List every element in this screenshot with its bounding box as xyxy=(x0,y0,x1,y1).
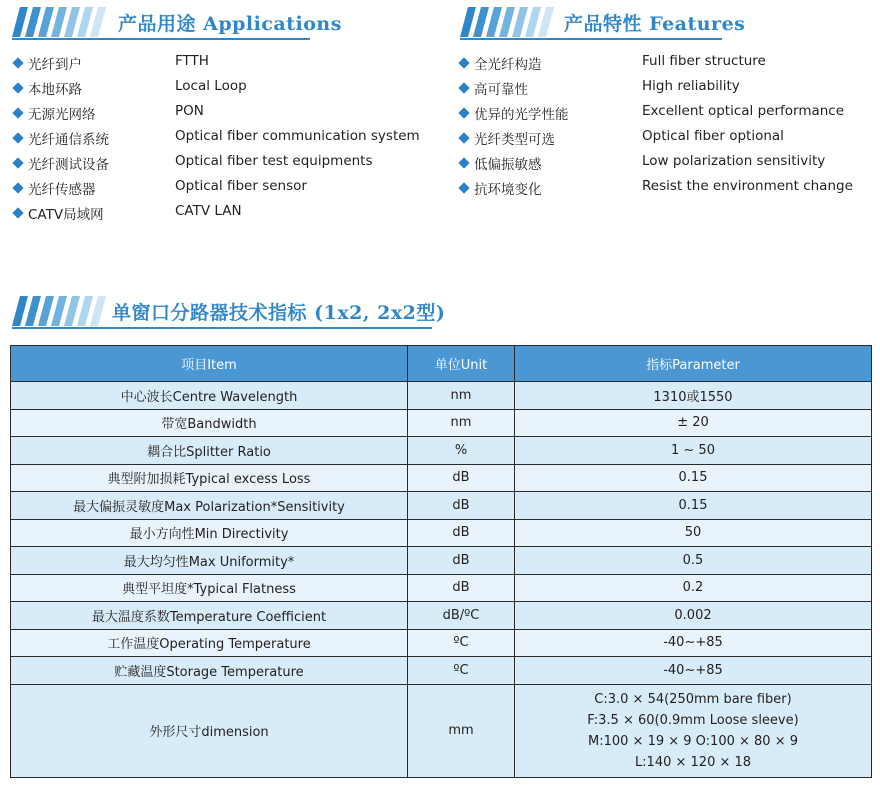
item-cn-label: 光纤传感器 xyxy=(28,182,96,198)
cell-item: 耦合比Splitter Ratio xyxy=(11,437,408,465)
spec-underline xyxy=(12,327,432,329)
cell-unit: % xyxy=(408,437,515,465)
table-row xyxy=(11,629,872,657)
table-row xyxy=(11,574,872,602)
table-row xyxy=(11,657,872,685)
header-unit: 单位Unit xyxy=(408,346,515,382)
applications-header xyxy=(12,7,342,41)
header-item: 项目Item xyxy=(11,346,408,382)
cell-item: 带宽Bandwidth xyxy=(11,409,408,437)
list-item xyxy=(458,103,868,128)
diamond-bullet-icon xyxy=(458,182,469,193)
dimension-line: C:3.0 × 54(250mm bare fiber) xyxy=(594,691,792,707)
applications-title: 产品用途 Applications xyxy=(118,13,342,35)
stripes-decoration xyxy=(460,7,560,37)
diamond-bullet-icon xyxy=(12,132,23,143)
item-cn-label: 光纤到户 xyxy=(28,57,82,73)
cell-value: 50 xyxy=(515,519,872,547)
cell-item: 最大温度系数Temperature Coefficient xyxy=(11,602,408,630)
list-item xyxy=(12,203,432,228)
item-en-label: High reliability xyxy=(642,78,740,94)
item-cn-label: 抗环境变化 xyxy=(474,182,542,198)
cell-item: 典型附加损耗Typical excess Loss xyxy=(11,464,408,492)
list-item xyxy=(12,103,432,128)
features-header xyxy=(460,7,746,41)
table-row xyxy=(11,547,872,575)
cell-item: 外形尺寸dimension xyxy=(11,684,408,777)
item-cn-label: 无源光网络 xyxy=(28,107,96,123)
cell-value: 0.002 xyxy=(515,602,872,630)
list-item xyxy=(458,153,868,178)
list-item xyxy=(12,153,432,178)
cell-value: ± 20 xyxy=(515,409,872,437)
item-en-label: FTTH xyxy=(175,53,209,69)
cell-unit: dB xyxy=(408,547,515,575)
cell-unit: dB xyxy=(408,574,515,602)
item-en-label: Optical fiber sensor xyxy=(175,178,307,194)
cell-value: -40~+85 xyxy=(515,629,872,657)
item-en-label: Local Loop xyxy=(175,78,247,94)
list-item xyxy=(12,128,432,153)
item-en-label: Low polarization sensitivity xyxy=(642,153,826,169)
table-row xyxy=(11,602,872,630)
spec-title: 单窗口分路器技术指标 (1x2, 2x2型) xyxy=(112,302,446,324)
features-underline xyxy=(460,38,722,40)
cell-item: 中心波长Centre Wavelength xyxy=(11,382,408,410)
list-item xyxy=(458,53,868,78)
item-cn-label: 光纤测试设备 xyxy=(28,157,109,173)
list-item xyxy=(12,53,432,78)
item-cn-label: 优异的光学性能 xyxy=(474,107,569,123)
stripes-decoration xyxy=(12,7,112,37)
cell-value: 0.5 xyxy=(515,547,872,575)
cell-unit: dB xyxy=(408,519,515,547)
diamond-bullet-icon xyxy=(12,57,23,68)
cell-item: 贮藏温度Storage Temperature xyxy=(11,657,408,685)
spec-header xyxy=(12,296,446,330)
table-row-dimension xyxy=(11,684,872,777)
diamond-bullet-icon xyxy=(458,82,469,93)
list-item xyxy=(12,178,432,203)
item-en-label: Full fiber structure xyxy=(642,53,766,69)
cell-unit: nm xyxy=(408,409,515,437)
diamond-bullet-icon xyxy=(458,57,469,68)
list-item xyxy=(458,78,868,103)
item-en-label: Optical fiber communication system xyxy=(175,128,420,144)
item-cn-label: 本地环路 xyxy=(28,82,82,98)
item-cn-label: 全光纤构造 xyxy=(474,57,542,73)
table-row xyxy=(11,519,872,547)
item-cn-label: CATV局域网 xyxy=(28,207,104,223)
diamond-bullet-icon xyxy=(458,157,469,168)
spec-table-body xyxy=(11,382,872,778)
cell-value: 0.15 xyxy=(515,464,872,492)
item-cn-label: 光纤通信系统 xyxy=(28,132,109,148)
stripes-decoration xyxy=(12,296,112,326)
spec-table xyxy=(10,345,872,778)
diamond-bullet-icon xyxy=(12,82,23,93)
applications-list xyxy=(12,53,432,228)
diamond-bullet-icon xyxy=(12,182,23,193)
list-item xyxy=(458,178,868,203)
diamond-bullet-icon xyxy=(458,107,469,118)
item-cn-label: 高可靠性 xyxy=(474,82,528,98)
list-item xyxy=(12,78,432,103)
table-row xyxy=(11,382,872,410)
item-cn-label: 低偏振敏感 xyxy=(474,157,542,173)
diamond-bullet-icon xyxy=(12,107,23,118)
cell-unit: dB xyxy=(408,492,515,520)
table-header-row xyxy=(11,346,872,382)
cell-unit: ºC xyxy=(408,657,515,685)
table-row xyxy=(11,437,872,465)
features-list xyxy=(458,53,868,203)
diamond-bullet-icon xyxy=(12,157,23,168)
cell-unit: nm xyxy=(408,382,515,410)
item-en-label: Excellent optical performance xyxy=(642,103,845,119)
cell-item: 最大偏振灵敏度Max Polarization*Sensitivity xyxy=(11,492,408,520)
dimension-line: F:3.5 × 60(0.9mm Loose sleeve) xyxy=(587,712,799,728)
table-row xyxy=(11,464,872,492)
cell-unit: ºC xyxy=(408,629,515,657)
dimension-line: M:100 × 19 × 9 O:100 × 80 × 9 xyxy=(588,733,798,749)
applications-underline xyxy=(12,38,310,40)
header-parameter: 指标Parameter xyxy=(515,346,872,382)
dimension-line: L:140 × 120 × 18 xyxy=(634,754,752,770)
cell-unit: dB xyxy=(408,464,515,492)
cell-value: 0.15 xyxy=(515,492,872,520)
diamond-bullet-icon xyxy=(458,132,469,143)
table-row xyxy=(11,409,872,437)
features-title: 产品特性 Features xyxy=(564,13,746,35)
table-row xyxy=(11,492,872,520)
cell-value xyxy=(515,684,872,777)
item-en-label: Optical fiber optional xyxy=(642,128,784,144)
item-en-label: PON xyxy=(175,103,204,119)
cell-item: 最大均匀性Max Uniformity* xyxy=(11,547,408,575)
cell-value: 0.2 xyxy=(515,574,872,602)
cell-item: 工作温度Operating Temperature xyxy=(11,629,408,657)
item-en-label: CATV LAN xyxy=(175,203,242,219)
cell-item: 典型平坦度*Typical Flatness xyxy=(11,574,408,602)
item-en-label: Optical fiber test equipments xyxy=(175,153,373,169)
item-en-label: Resist the environment change xyxy=(642,178,853,194)
cell-unit: mm xyxy=(408,684,515,777)
cell-unit: dB/ºC xyxy=(408,602,515,630)
cell-value: 1310或1550 xyxy=(515,382,872,410)
cell-value: -40~+85 xyxy=(515,657,872,685)
diamond-bullet-icon xyxy=(12,207,23,218)
list-item xyxy=(458,128,868,153)
cell-value: 1 ~ 50 xyxy=(515,437,872,465)
cell-item: 最小方向性Min Directivity xyxy=(11,519,408,547)
item-cn-label: 光纤类型可选 xyxy=(474,132,555,148)
